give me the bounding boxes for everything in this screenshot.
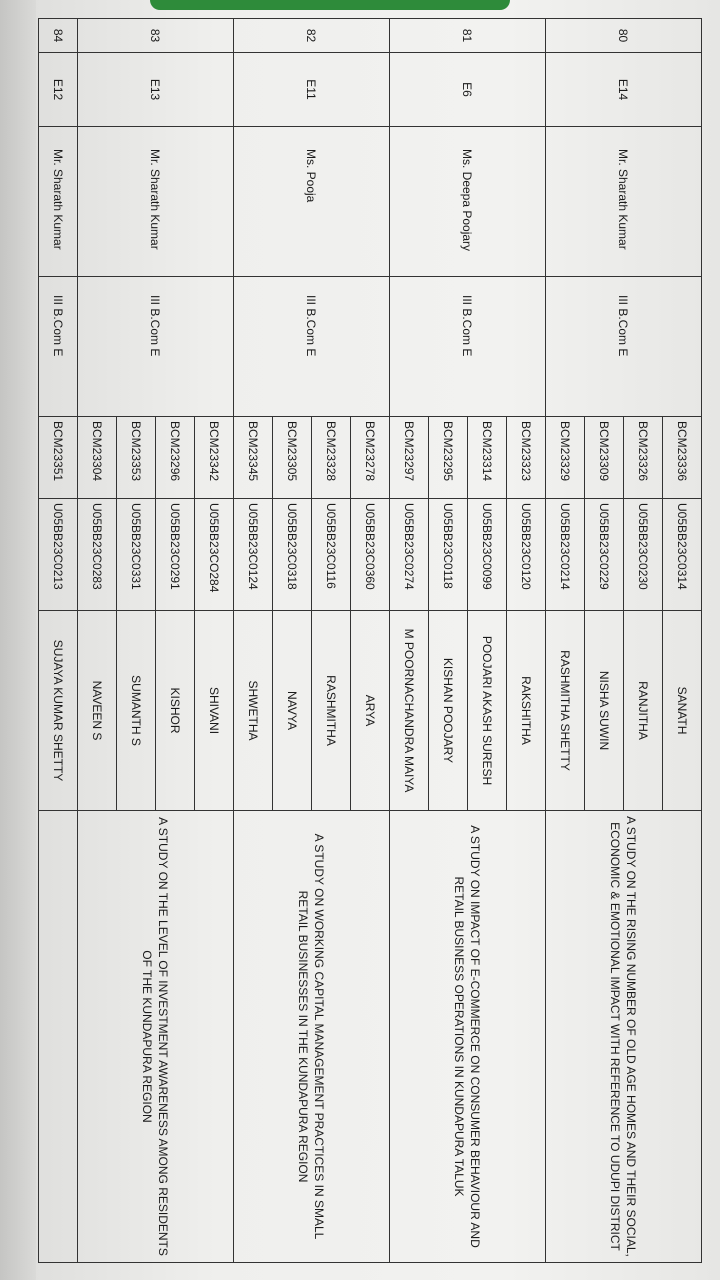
project-topic-line: A STUDY ON WORKING CAPITAL MANAGEMENT PRACTICES IN SMALL (312, 833, 327, 1240)
university-number-cell: U05BB23C0291 (156, 499, 195, 611)
class-cell: III B.Com E (546, 277, 702, 417)
serial-number-cell: 84 (39, 19, 78, 53)
table-row (39, 19, 78, 1263)
register-number-cell: BCM23297 (390, 417, 429, 499)
register-number-cell: BCM23342 (195, 417, 234, 499)
register-number-cell: BCM23295 (429, 417, 468, 499)
student-name-cell: RANJITHA (624, 611, 663, 811)
student-name-cell: KISHAN POOJARY (429, 611, 468, 811)
project-topic-line: ECONOMIC & EMOTIONAL IMPACT WITH REFERENCE TO UDUPI DISTRICT (608, 822, 623, 1251)
register-number-cell: BCM23336 (663, 417, 702, 499)
university-number-cell: U05BB23C0230 (624, 499, 663, 611)
guide-name-cell: Ms. Deepa Poojary (390, 127, 546, 277)
project-allocation-table (38, 18, 702, 1263)
table-row (663, 19, 702, 1263)
project-topic-cell (39, 811, 78, 1263)
student-name-cell: NAVEEN S (78, 611, 117, 811)
student-name-cell: SUMANTH S (117, 611, 156, 811)
serial-number-cell: 80 (546, 19, 702, 53)
project-topic-line: OF THE KUNDAPURA REGION (140, 950, 155, 1123)
university-number-cell: U05BB23C0314 (663, 499, 702, 611)
group-code-cell: E13 (78, 53, 234, 127)
register-number-cell: BCM23304 (78, 417, 117, 499)
register-number-cell: BCM23296 (156, 417, 195, 499)
guide-name-cell: Mr. Sharath Kumar (78, 127, 234, 277)
project-topic-line: RETAIL BUSINESS OPERATIONS IN KUNDAPURA TALUK (452, 876, 467, 1197)
table-row (351, 19, 390, 1263)
group-code-cell: E6 (390, 53, 546, 127)
class-cell: III B.Com E (39, 277, 78, 417)
student-name-cell: ARYA (351, 611, 390, 811)
register-number-cell: BCM23353 (117, 417, 156, 499)
register-number-cell: BCM23309 (585, 417, 624, 499)
register-number-cell: BCM23351 (39, 417, 78, 499)
student-name-cell: SANATH (663, 611, 702, 811)
register-number-cell: BCM23314 (468, 417, 507, 499)
guide-name-cell: Mr. Sharath Kumar (546, 127, 702, 277)
table-row (195, 19, 234, 1263)
register-number-cell: BCM23329 (546, 417, 585, 499)
guide-name-cell: Mr. Sharath Kumar (39, 127, 78, 277)
student-name-cell: SUJAYA KUMAR SHETTY (39, 611, 78, 811)
student-name-cell: NAVYA (273, 611, 312, 811)
student-name-cell: NISHA SUWIN (585, 611, 624, 811)
project-topic-cell (390, 811, 546, 1263)
university-number-cell: U05BB23C0214 (546, 499, 585, 611)
serial-number-cell: 82 (234, 19, 390, 53)
register-number-cell: BCM23328 (312, 417, 351, 499)
class-cell: III B.Com E (78, 277, 234, 417)
group-code-cell: E14 (546, 53, 702, 127)
project-topic-cell (234, 811, 390, 1263)
group-code-cell: E12 (39, 53, 78, 127)
register-number-cell: BCM23305 (273, 417, 312, 499)
university-number-cell: U05BB23C0318 (273, 499, 312, 611)
table-row (507, 19, 546, 1263)
student-name-cell: RAKSHITHA (507, 611, 546, 811)
serial-number-cell: 83 (78, 19, 234, 53)
register-number-cell: BCM23345 (234, 417, 273, 499)
university-number-cell: U05BB23C0118 (429, 499, 468, 611)
project-topic-cell (546, 811, 702, 1263)
university-number-cell: U05BB23C0099 (468, 499, 507, 611)
group-code-cell: E11 (234, 53, 390, 127)
university-number-cell: U05BB23C0360 (351, 499, 390, 611)
student-name-cell: SHWETHA (234, 611, 273, 811)
class-cell: III B.Com E (390, 277, 546, 417)
serial-number-cell: 81 (390, 19, 546, 53)
student-name-cell: KISHOR (156, 611, 195, 811)
university-number-cell: U05BB23CO284 (195, 499, 234, 611)
guide-name-cell: Ms. Pooja (234, 127, 390, 277)
register-number-cell: BCM23278 (351, 417, 390, 499)
project-topic-line: RETAIL BUSINESSES IN THE KUNDAPURA REGION (296, 890, 311, 1183)
project-topic-line: A STUDY ON THE LEVEL OF INVESTMENT AWARENESS AMONG RESIDENTS (156, 817, 171, 1256)
register-number-cell: BCM23323 (507, 417, 546, 499)
register-number-cell: BCM23326 (624, 417, 663, 499)
student-name-cell: M POORNACHANDRA MAIYA (390, 611, 429, 811)
class-cell: III B.Com E (234, 277, 390, 417)
project-topic-line: A STUDY ON IMPACT OF E-COMMERCE ON CONSUMER BEHAVIOUR AND (468, 825, 483, 1248)
university-number-cell: U05BB23C0120 (507, 499, 546, 611)
university-number-cell: U05BB23C0274 (390, 499, 429, 611)
university-number-cell: U05BB23C0229 (585, 499, 624, 611)
university-number-cell: U05BB23C0283 (78, 499, 117, 611)
university-number-cell: U05BB23C0331 (117, 499, 156, 611)
university-number-cell: U05BB23C0213 (39, 499, 78, 611)
project-topic-line: A STUDY ON THE RISING NUMBER OF OLD AGE HOMES AND THEIR SOCIAL, (624, 816, 639, 1257)
university-number-cell: U05BB23C0116 (312, 499, 351, 611)
university-number-cell: U05BB23C0124 (234, 499, 273, 611)
student-name-cell: POOJARI AKASH SURESH (468, 611, 507, 811)
student-name-cell: RASHMITHA SHETTY (546, 611, 585, 811)
student-name-cell: RASHMITHA (312, 611, 351, 811)
student-name-cell: SHIVANI (195, 611, 234, 811)
project-topic-cell (78, 811, 234, 1263)
